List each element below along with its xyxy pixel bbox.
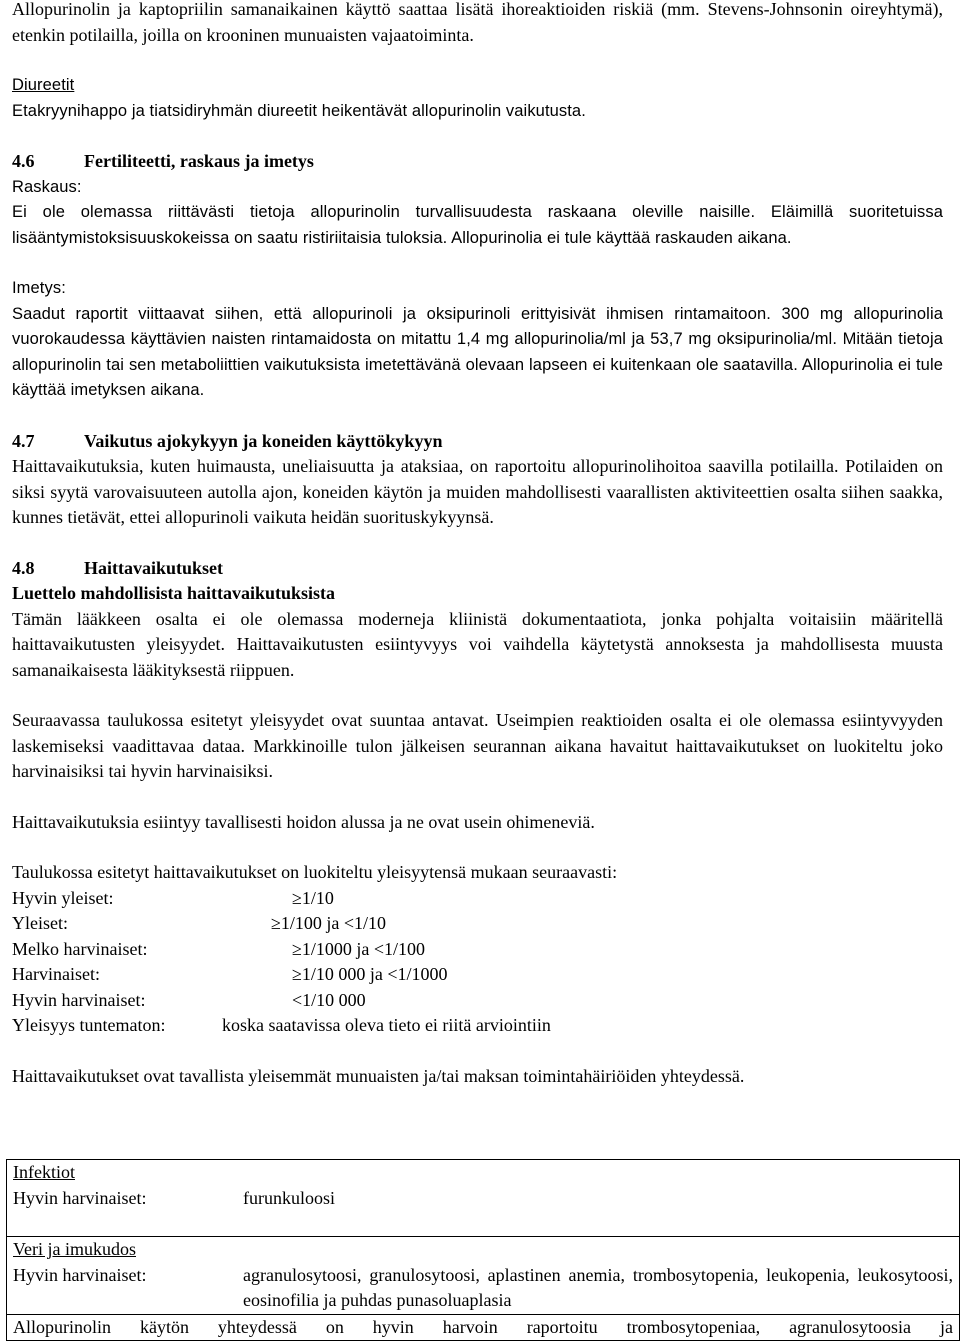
frequency-row — [12, 911, 943, 937]
diuretics-text: Etakryynihappo ja tiatsidiryhmän diureetit heikentävät allopurinolin vaikutusta. — [12, 101, 586, 120]
frequency-label: Yleiset: — [12, 913, 68, 933]
section-number: 4.8 — [12, 557, 35, 578]
frequency-row — [12, 988, 943, 1014]
section-4-8-heading — [12, 556, 943, 582]
table-row — [7, 1237, 960, 1315]
frequency-value: <1/10 000 — [292, 989, 366, 1010]
frequency-value: ≥1/100 ja <1/10 — [271, 913, 387, 933]
table-note: Allopurinolin käytön yhteydessä on hyvin harvoin raportoitu trombosytopeniaa, agranulosytoosia ja — [13, 1316, 953, 1337]
frequency-label: Harvinaiset: — [12, 964, 100, 984]
driving-text: Haittavaikutuksia, kuten huimausta, uneliaisuutta ja ataksiaa, on raportoitu allopurinolihoitoa saavilla potilailla. Potilaiden on siksi syytä varovaisuuteen autolla ajon, koneiden käytön ja muiden mahdollisesti vaarallisten aktiviteettien osalta siihen saakka, kunnes tietävät, ettei allopurinoli vaikuta heidän suorituskykyynsä. — [12, 456, 943, 527]
frequency-label: Melko harvinaiset: — [12, 938, 148, 959]
intro-paragraph: Allopurinolin ja kaptopriilin samanaikainen käyttö saattaa lisätä ihoreaktioiden riskiä (mm. Stevens-Johnsonin oireyhtymä), etenkin potilailla, joilla on krooninen munuaisten vajaatoiminta. — [12, 0, 943, 45]
frequency-label: Hyvin harvinaiset: — [13, 1264, 147, 1285]
frequency-label: Hyvin harvinaiset: — [13, 1187, 147, 1208]
table-row — [7, 1160, 960, 1237]
frequency-value: ≥1/10 — [292, 887, 334, 908]
effect-row — [13, 1186, 953, 1212]
section-number: 4.7 — [12, 430, 35, 451]
frequency-row — [12, 1013, 943, 1039]
section-subtitle: Luettelo mahdollisista haittavaikutuksista — [12, 583, 336, 603]
pregnancy-text: Ei ole olemassa riittävästi tietoja allopurinolin turvallisuudesta raskaana oleville naisille. Eläimillä suoritetuissa lisääntymistoksisuuskokeissa on saatu ristiriitaisia tuloksia. Allopurinolia ei tule käyttää raskauden aikana. — [12, 203, 943, 247]
adverse-para-3: Haittavaikutuksia esiintyy tavallisesti hoidon alussa ja ne ovat usein ohimeneviä. — [12, 811, 595, 832]
frequency-label: Yleisyys tuntematon: — [12, 1015, 166, 1035]
lactation-text: Saadut raportit viittaavat siihen, että allopurinoli ja oksipurinoli erittyisivät ihmisen rintamaitoon. 300 mg allopurinolia vuorokaudessa käyttävien naisten rintamaidosta on mitattu 1,4 mg allopurinolia/ml ja 53,7 mg oksipurinolia/ml. Mitään tietoja allopurinolin tai sen metaboliittien vaikutuksista imetettävänä olevaan lapseen ei kuitenkaan ole saatavilla. Allopurinolia ei tule käyttää imetyksen aikana. — [12, 304, 943, 399]
section-number: 4.6 — [12, 151, 35, 171]
adverse-para-1: Tämän lääkkeen osalta ei ole olemassa moderneja kliinistä dokumentaatiota, jonka pohjalta voitaisiin määritellä haittavaikutusten yleisyydet. Haittavaikutusten esiintyvyys voi vaihdella käytetystä annoksesta ja mahdollisesta muusta samanaikaisesta lääkityksestä riippuen. — [12, 608, 943, 680]
section-title: Vaikutus ajokykyyn ja koneiden käyttökykyyn — [84, 430, 443, 451]
lactation-label: Imetys: — [12, 279, 66, 297]
table-row — [7, 1314, 960, 1341]
section-title: Fertiliteetti, raskaus ja imetys — [84, 151, 314, 171]
document-page — [12, 0, 943, 1089]
effects-text: furunkuloosi — [243, 1187, 335, 1208]
section-4-7-heading — [12, 429, 943, 455]
frequency-value: ≥1/10 000 ja <1/1000 — [292, 964, 448, 984]
table-cell — [7, 1237, 960, 1315]
adverse-para-2: Seuraavassa taulukossa esitetyt yleisyydet ovat suuntaa antavat. Useimpien reaktioiden osalta ei ole olemassa esiintyvyyden laskemiseksi vaadittavaa dataa. Markkinoille tulon jälkeisen seurannan aikana havaitut haittavaikutukset on luokiteltu joko harvinaisiksi tai hyvin harvinaisiksi. — [12, 710, 943, 781]
frequency-list — [12, 886, 943, 1039]
frequency-label: Hyvin harvinaiset: — [12, 989, 146, 1010]
table-cell — [7, 1314, 960, 1341]
frequency-row — [12, 937, 943, 963]
frequency-value: ≥1/1000 ja <1/100 — [292, 938, 426, 959]
frequency-value: koska saatavissa oleva tieto ei riitä arviointiin — [222, 1015, 551, 1035]
frequency-row — [12, 886, 943, 912]
frequency-label: Hyvin yleiset: — [12, 887, 114, 908]
section-4-6-heading — [12, 149, 943, 175]
section-title: Haittavaikutukset — [84, 557, 224, 578]
pregnancy-label: Raskaus: — [12, 177, 82, 196]
effects-text: agranulosytoosi, granulosytoosi, aplastinen anemia, trombosytopenia, leukopenia, leukosytoosi, eosinofilia ja puhdas punasoluaplasia — [243, 1264, 953, 1310]
frequency-intro: Taulukossa esitetyt haittavaikutukset on luokiteltu yleisyytensä mukaan seuraavasti: — [12, 862, 618, 882]
table-cell — [7, 1160, 960, 1237]
category-title: Infektiot — [13, 1162, 75, 1182]
adverse-para-4: Haittavaikutukset ovat tavallista yleisemmät munuaisten ja/tai maksan toimintahäiriöiden yhteydessä. — [12, 1065, 745, 1086]
adverse-effects-table — [6, 1159, 960, 1341]
diuretics-title: Diureetit — [12, 76, 75, 94]
effect-row — [13, 1263, 953, 1314]
category-title: Veri ja imukudos — [13, 1239, 136, 1259]
frequency-row — [12, 962, 943, 988]
